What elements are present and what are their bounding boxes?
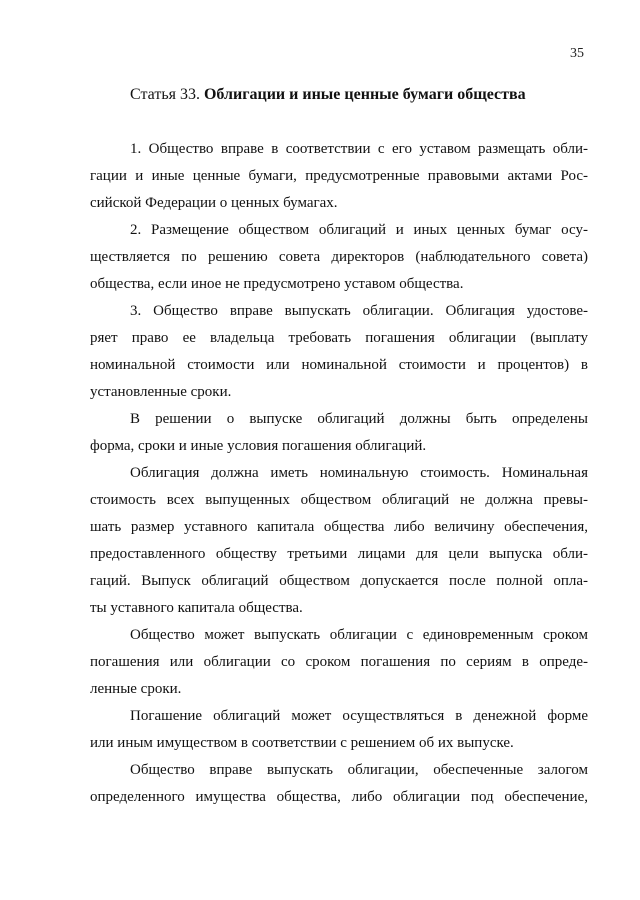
text-line: Общество может выпускать облигации с единовременным сроком <box>130 627 588 643</box>
paragraph <box>90 298 588 406</box>
text-line: Облигация должна иметь номинальную стоимость. Номинальная <box>130 465 588 481</box>
text-line: ленные сроки. <box>90 681 182 697</box>
text-line: общества, если иное не предусмотрено уставом общества. <box>90 276 464 292</box>
paragraph <box>90 136 588 217</box>
text-line: ряет право ее владельца требовать погашения облигации (выплату <box>90 330 588 346</box>
page-number: 35 <box>570 46 584 61</box>
paragraph <box>90 406 588 460</box>
text-line: В решении о выпуске облигаций должны быть определены <box>130 411 588 427</box>
paragraph <box>90 757 588 811</box>
paragraph <box>90 703 588 757</box>
text-line: гации и иные ценные бумаги, предусмотренные правовыми актами Рос- <box>90 168 588 184</box>
paragraph <box>90 460 588 622</box>
text-line: сийской Федерации о ценных бумагах. <box>90 195 338 211</box>
text-line: Общество вправе выпускать облигации, обеспеченные залогом <box>130 762 588 778</box>
text-line: или иным имуществом в соответствии с решением об их выпуске. <box>90 735 514 751</box>
article-body <box>90 136 588 811</box>
text-line: Погашение облигаций может осуществляться в денежной форме <box>130 708 588 724</box>
article-heading <box>130 86 526 104</box>
paragraph <box>90 622 588 703</box>
text-line: шать размер уставного капитала общества либо величину обеспечения, <box>90 519 588 535</box>
text-line: 3. Общество вправе выпускать облигации. Облигация удостове- <box>130 303 588 319</box>
text-line: погашения или облигации со сроком погашения по сериям в опреде- <box>90 654 588 670</box>
text-line: ты уставного капитала общества. <box>90 600 303 616</box>
text-line: установленные сроки. <box>90 384 232 400</box>
text-line: гаций. Выпуск облигаций обществом допускается после полной опла- <box>90 573 588 589</box>
paragraph <box>90 217 588 298</box>
article-title: Облигации и иные ценные бумаги общества <box>203 86 526 103</box>
text-line: предоставленного обществу третьими лицами для цели выпуска обли- <box>90 546 588 562</box>
text-line: номинальной стоимости или номинальной стоимости и процентов) в <box>90 357 588 373</box>
text-line: ществляется по решению совета директоров (наблюдательного совета) <box>90 249 588 265</box>
text-line: стоимость всех выпущенных обществом облигаций не должна превы- <box>90 492 588 508</box>
text-line: определенного имущества общества, либо облигации под обеспечение, <box>90 789 588 805</box>
article-number: Статья 33. <box>130 86 200 103</box>
text-line: 1. Общество вправе в соответствии с его уставом размещать обли- <box>130 141 588 157</box>
text-line: форма, сроки и иные условия погашения облигаций. <box>90 438 427 454</box>
text-line: 2. Размещение обществом облигаций и иных ценных бумаг осу- <box>130 222 588 238</box>
